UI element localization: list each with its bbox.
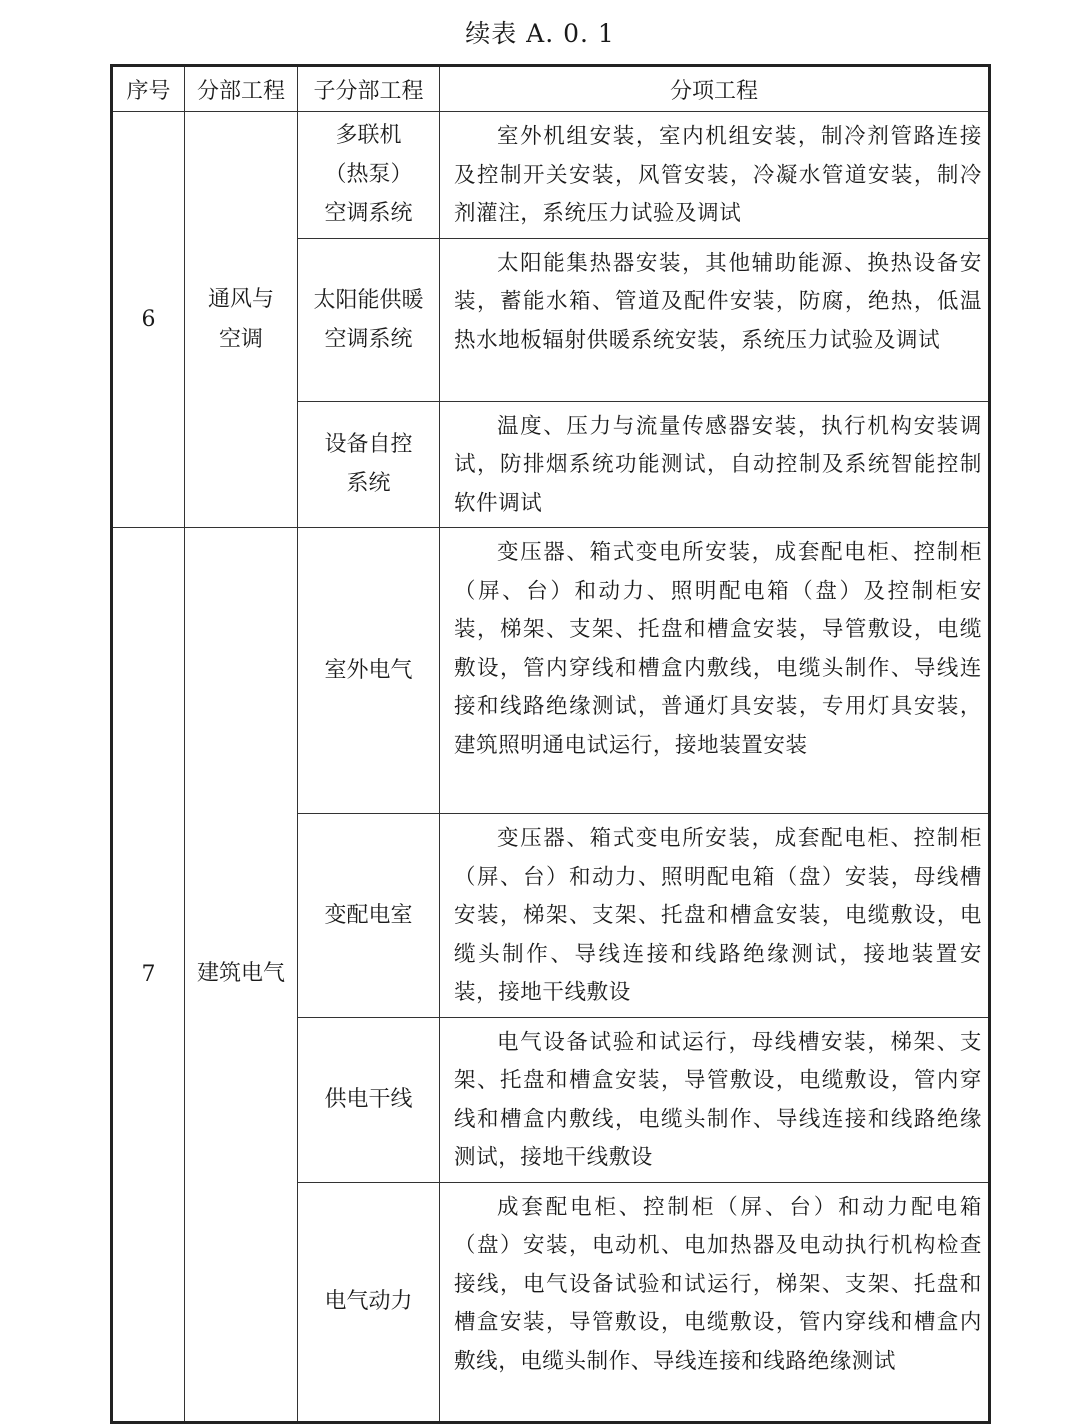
header-division: 分部工程 xyxy=(185,66,298,112)
subdivision-name: 供电干线 xyxy=(324,1087,413,1112)
header-items: 分项工程 xyxy=(440,66,990,112)
subdivision-name: 多联机 （热泵） 空调系统 xyxy=(324,123,413,227)
division-cell xyxy=(185,528,298,1423)
subdivision-cell xyxy=(298,401,440,528)
header-subdivision: 子分部工程 xyxy=(298,66,440,112)
subdivision-name: 电气动力 xyxy=(324,1289,413,1314)
subdivision-cell xyxy=(298,112,440,239)
subdivision-cell xyxy=(298,814,440,1018)
subdivision-cell xyxy=(298,1017,440,1182)
table-row xyxy=(112,528,990,814)
subdivision-name: 变配电室 xyxy=(324,902,413,928)
row-no: 7 xyxy=(112,528,185,1423)
items-cell: 变压器、箱式变电所安装，成套配电柜、控制柜（屏、台）和动力、照明配电箱（盘）及控制柜安装，梯架、支架、托盘和槽盒安装，导管敷设，电缆敷设，管内穿线和槽盒内敷线，电缆头制作、导线连接和线路绝缘测试，普通灯具安装，专用灯具安装，建筑照明通电试运行，接地装置安装 xyxy=(440,528,990,814)
items-cell: 温度、压力与流量传感器安装，执行机构安装调试，防排烟系统功能测试，自动控制及系统智能控制软件调试 xyxy=(440,401,990,528)
subdivision-name: 太阳能供暖 空调系统 xyxy=(313,287,424,352)
subdivision-name: 设备自控 系统 xyxy=(324,432,413,497)
items-cell: 电气设备试验和试运行，母线槽安装，梯架、支架、托盘和槽盒安装，导管敷设，电缆敷设，管内穿线和槽盒内敷线，电缆头制作、导线连接和线路绝缘测试，接地干线敷设 xyxy=(440,1017,990,1182)
subdivision-name: 室外电气 xyxy=(324,658,413,683)
table-caption: 续表 A. 0. 1 xyxy=(465,19,615,48)
header-no: 序号 xyxy=(112,66,185,112)
items-cell: 室外机组安装，室内机组安装，制冷剂管路连接及控制开关安装，风管安装，冷凝水管道安装，制冷剂灌注，系统压力试验及调试 xyxy=(440,112,990,239)
table-row xyxy=(112,112,990,239)
division-name: 建筑电气 xyxy=(196,961,285,987)
subdivision-cell xyxy=(298,528,440,814)
subdivision-cell xyxy=(298,1182,440,1422)
project-division-table xyxy=(110,64,991,1424)
division-name: 通风与 空调 xyxy=(207,286,274,352)
items-cell: 太阳能集热器安装，其他辅助能源、换热设备安装，蓄能水箱、管道及配件安装，防腐，绝热，低温热水地板辐射供暖系统安装，系统压力试验及调试 xyxy=(440,238,990,401)
header-row xyxy=(112,66,990,112)
division-cell xyxy=(185,112,298,528)
items-cell: 成套配电柜、控制柜（屏、台）和动力配电箱（盘）安装，电动机、电加热器及电动执行机构检查接线，电气设备试验和试运行，梯架、支架、托盘和槽盒安装，导管敷设，电缆敷设，管内穿线和槽盒内敷线，电缆头制作、导线连接和线路绝缘测试 xyxy=(440,1182,990,1422)
row-no: 6 xyxy=(112,112,185,528)
subdivision-cell xyxy=(298,238,440,401)
items-cell: 变压器、箱式变电所安装，成套配电柜、控制柜（屏、台）和动力、照明配电箱（盘）安装，母线槽安装，梯架、支架、托盘和槽盒安装，电缆敷设，电缆头制作、导线连接和线路绝缘测试，接地装置安装，接地干线敷设 xyxy=(440,814,990,1018)
